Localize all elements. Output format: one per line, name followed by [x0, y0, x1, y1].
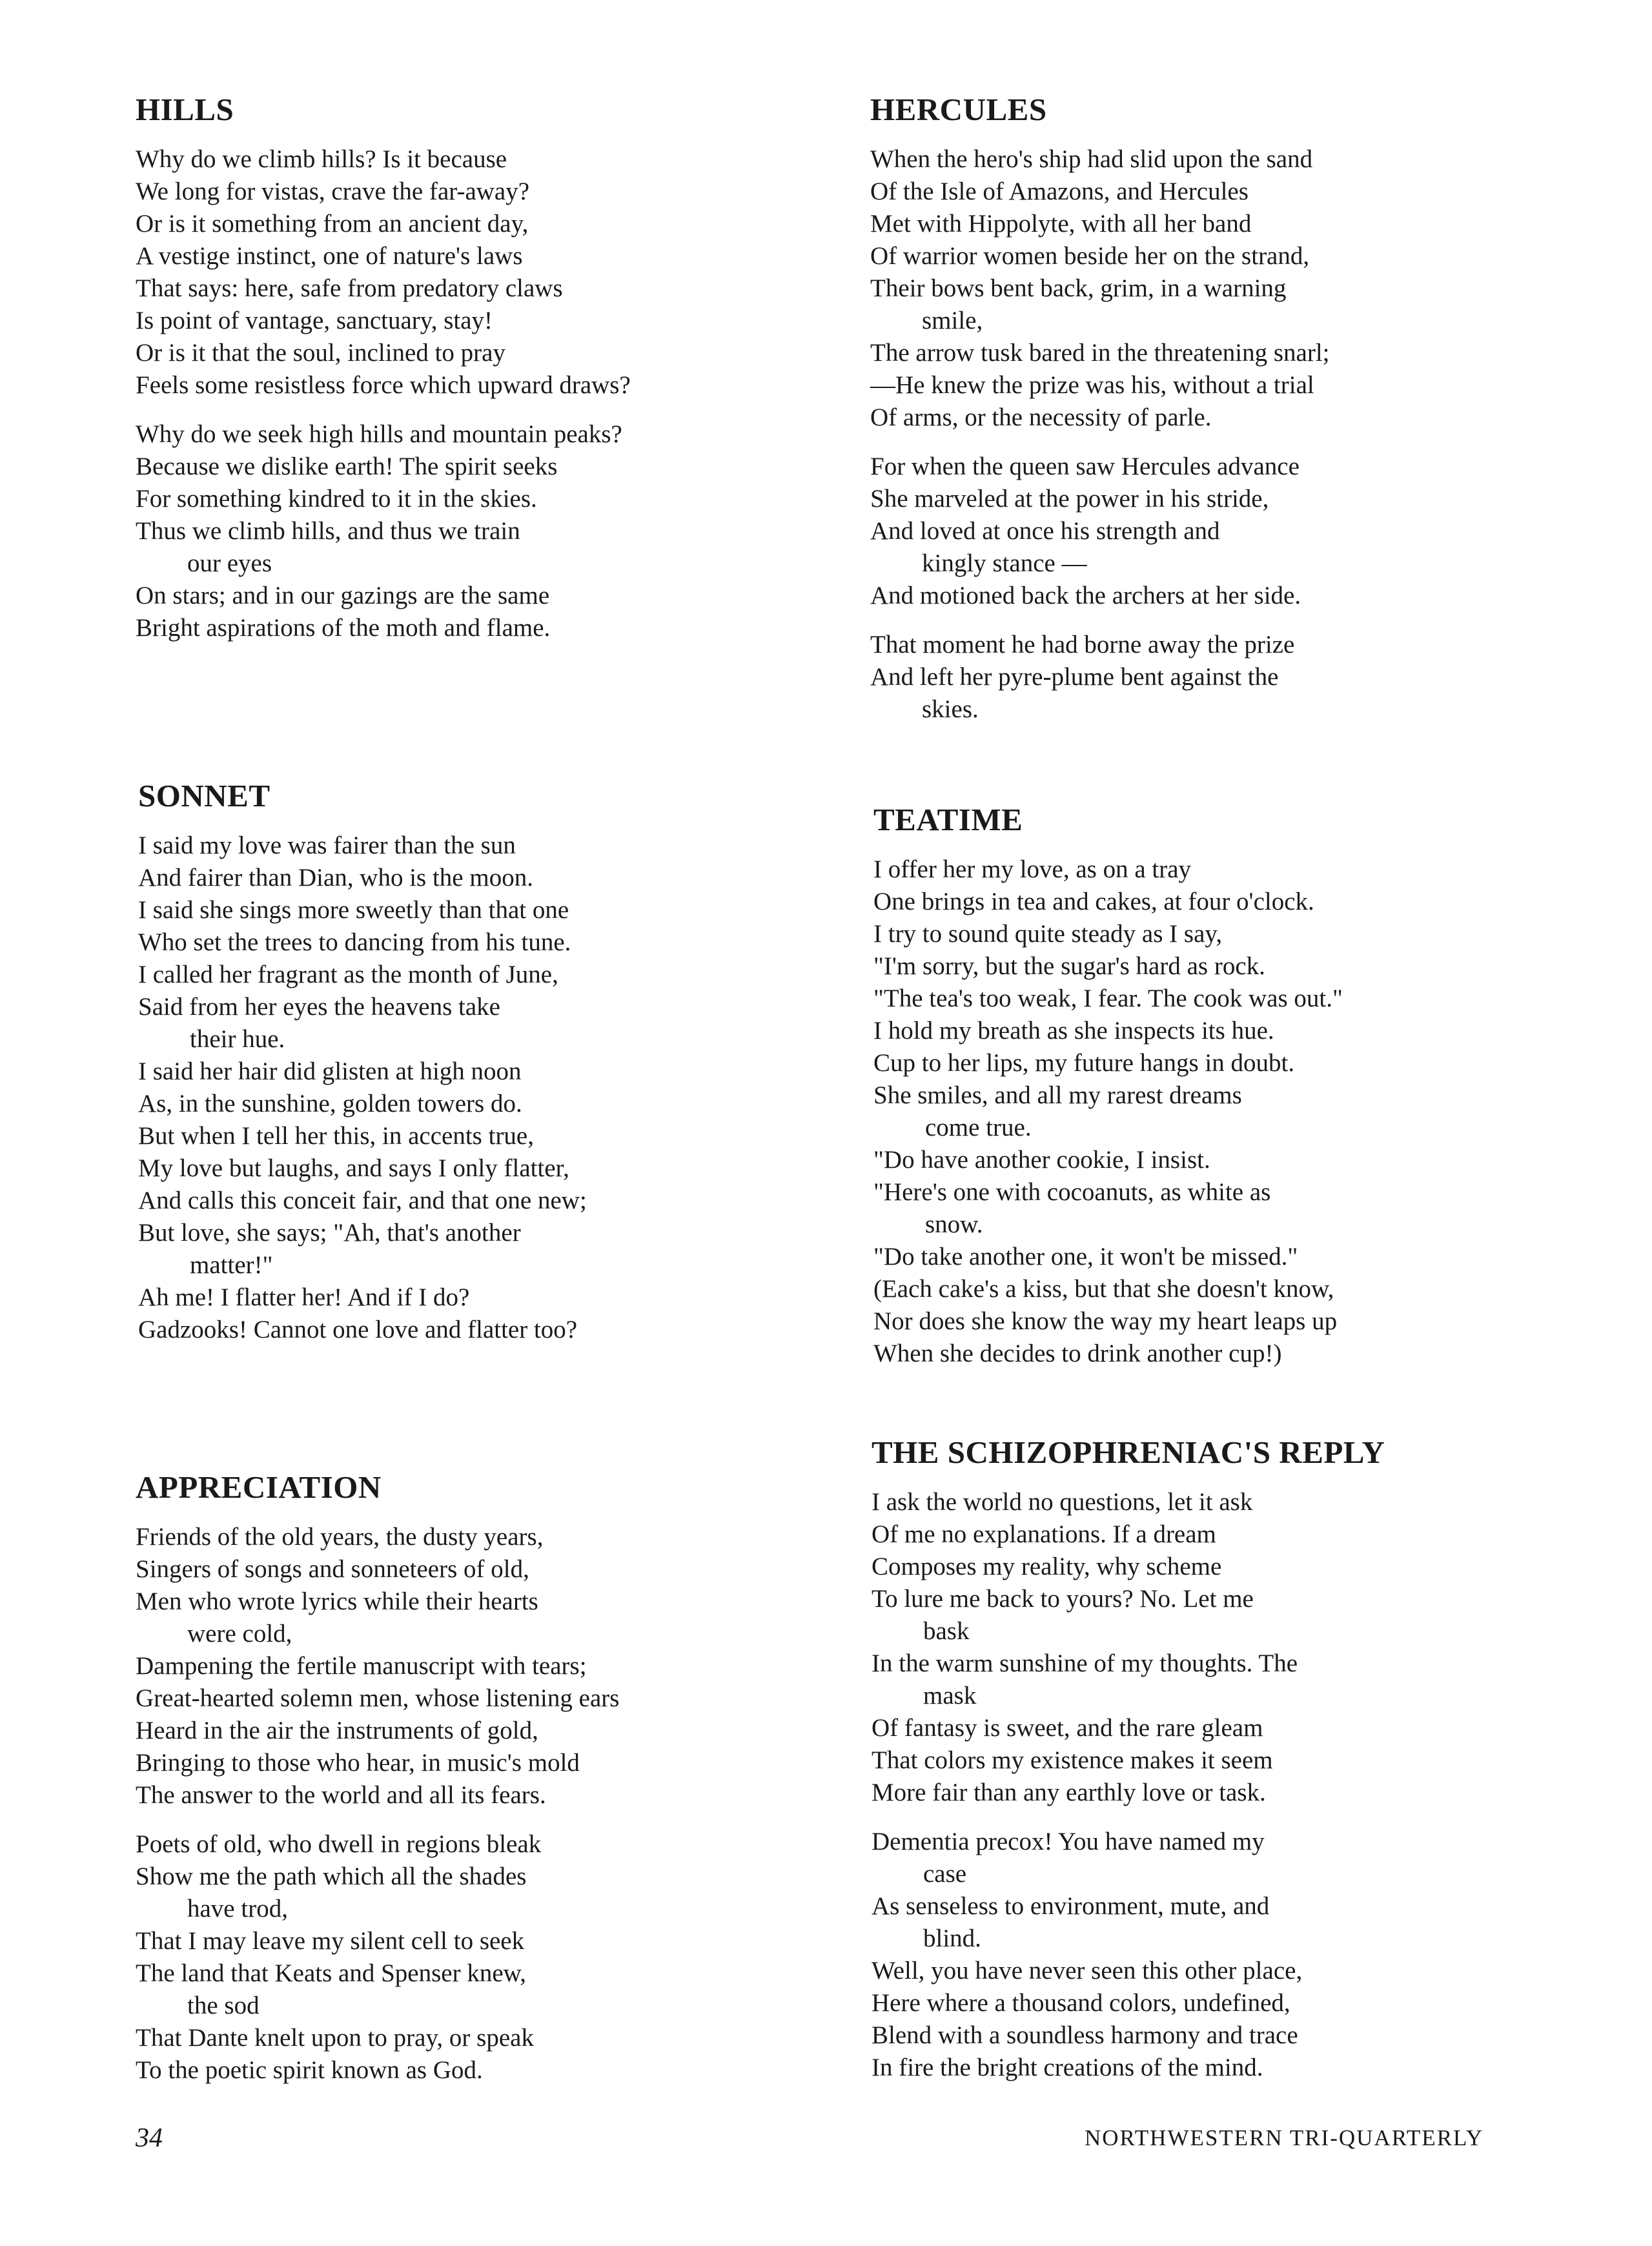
poem-stanza [870, 629, 1330, 726]
poem-stanza [870, 451, 1330, 612]
poem-body [136, 1521, 619, 2087]
poem-line-continuation: kingly stance — [922, 549, 1087, 577]
poem-line-continuation: were cold, [187, 1620, 292, 1648]
poem-line: Cup to her lips, my future hangs in doubt. [873, 1049, 1295, 1077]
poem-line: Of the Isle of Amazons, and Hercules [870, 178, 1249, 205]
poem-line: On stars; and in our gazings are the same [136, 582, 550, 609]
poem-stanza [136, 1828, 619, 2087]
poem-line: Feels some resistless force which upward draws? [136, 371, 631, 399]
poem-line: I called her fragrant as the month of June, [138, 961, 558, 988]
poem-line: (Each cake's a kiss, but that she doesn't know, [873, 1275, 1334, 1303]
poem-stanza [870, 143, 1330, 434]
poem-line: Show me the path which all the shades [136, 1863, 527, 1890]
poem-line: Singers of songs and sonneteers of old, [136, 1555, 529, 1583]
poem-stanza [872, 1826, 1385, 2084]
poem-line: I hold my breath as she inspects its hue. [873, 1017, 1274, 1045]
poem-line: She marveled at the power in his stride, [870, 485, 1269, 513]
poem-line: Gadzooks! Cannot one love and flatter too? [138, 1316, 578, 1343]
poem-line: "Do take another one, it won't be missed." [873, 1243, 1298, 1271]
poem-line-continuation: their hue. [190, 1025, 285, 1053]
poem-line: To lure me back to yours? No. Let me [872, 1585, 1254, 1613]
poem-line: But when I tell her this, in accents true, [138, 1122, 534, 1150]
poem-line: Bright aspirations of the moth and flame. [136, 614, 551, 642]
poem-line: Or is it that the soul, inclined to pray [136, 339, 505, 367]
poem-line: Of warrior women beside her on the strand, [870, 242, 1310, 270]
poem-hercules [870, 90, 1330, 726]
poem-title: HERCULES [870, 92, 1047, 127]
poem-line: When she decides to drink another cup!) [873, 1340, 1282, 1367]
poem-line-continuation: our eyes [187, 549, 272, 577]
poem-line: Ah me! I flatter her! And if I do? [138, 1283, 470, 1311]
poem-line: That I may leave my silent cell to seek [136, 1927, 525, 1955]
poem-line: Because we dislike earth! The spirit seeks [136, 453, 558, 480]
poem-line: Said from her eyes the heavens take [138, 993, 500, 1021]
poem-line: I try to sound quite steady as I say, [873, 920, 1223, 948]
poem-line: We long for vistas, crave the far-away? [136, 178, 530, 205]
poem-line: That moment he had borne away the prize [870, 631, 1295, 658]
poem-line: Who set the trees to dancing from his tune. [138, 928, 571, 956]
poem-line: Is point of vantage, sanctuary, stay! [136, 307, 493, 334]
poem-line: I said my love was fairer than the sun [138, 832, 516, 859]
poem-title: HILLS [136, 92, 234, 127]
poem-line: Men who wrote lyrics while their hearts [136, 1588, 538, 1615]
poem-line: "I'm sorry, but the sugar's hard as rock. [873, 952, 1265, 980]
poem-schizophreniacs-reply [872, 1433, 1385, 2084]
poem-stanza [872, 1486, 1385, 1809]
poem-line: Bringing to those who hear, in music's mold [136, 1749, 580, 1777]
poem-line: Poets of old, who dwell in regions bleak [136, 1830, 542, 1858]
poem-line-continuation: blind. [923, 1924, 981, 1952]
poem-teatime [873, 801, 1343, 1370]
poem-line: The land that Keats and Spenser knew, [136, 1959, 527, 1987]
poem-line: Well, you have never seen this other place, [872, 1957, 1303, 1985]
poem-line: Or is it something from an ancient day, [136, 210, 529, 238]
poem-line: That colors my existence makes it seem [872, 1746, 1273, 1774]
poem-line: "Here's one with cocoanuts, as white as [873, 1178, 1271, 1206]
poem-line: Blend with a soundless harmony and trace [872, 2021, 1298, 2049]
poem-line: That says: here, safe from predatory claws [136, 274, 563, 302]
poem-line: In fire the bright creations of the mind. [872, 2054, 1263, 2081]
poem-line: The arrow tusk bared in the threatening snarl; [870, 339, 1330, 367]
poem-body [138, 830, 587, 1346]
poem-line: As senseless to environment, mute, and [872, 1892, 1270, 1920]
poem-line: To the poetic spirit known as God. [136, 2056, 483, 2084]
poem-stanza [136, 143, 631, 402]
poem-line: One brings in tea and cakes, at four o'clock. [873, 888, 1314, 915]
poem-line: A vestige instinct, one of nature's laws [136, 242, 523, 270]
poem-title: TEATIME [873, 802, 1023, 837]
poem-line: I said she sings more sweetly than that one [138, 896, 569, 924]
poem-line-continuation: snow. [925, 1210, 983, 1238]
poem-line: And left her pyre-plume bent against the [870, 663, 1279, 691]
poem-line: For when the queen saw Hercules advance [870, 453, 1300, 480]
poem-line-continuation: case [923, 1860, 967, 1888]
poem-line: Why do we climb hills? Is it because [136, 145, 507, 173]
poem-line: Dampening the fertile manuscript with tears; [136, 1652, 587, 1680]
poem-body [872, 1486, 1385, 2084]
poem-line: "Do have another cookie, I insist. [873, 1146, 1210, 1174]
poem-line: And fairer than Dian, who is the moon. [138, 864, 533, 892]
poem-line: My love but laughs, and says I only flatter, [138, 1154, 569, 1182]
poem-line-continuation: matter!" [190, 1251, 273, 1279]
poem-line-continuation: smile, [922, 307, 983, 334]
poem-line: Their bows bent back, grim, in a warning [870, 274, 1287, 302]
poem-line: But love, she says; "Ah, that's another [138, 1219, 521, 1247]
poem-stanza [873, 853, 1343, 1370]
poem-stanza [136, 1521, 619, 1812]
poem-appreciation [136, 1468, 619, 2087]
poem-line: "The tea's too weak, I fear. The cook was out." [873, 985, 1343, 1012]
poem-line: The answer to the world and all its fears. [136, 1781, 546, 1809]
poem-line: Met with Hippolyte, with all her band [870, 210, 1252, 238]
poem-line: And motioned back the archers at her side. [870, 582, 1301, 609]
poem-body [873, 853, 1343, 1370]
poem-line: I said her hair did glisten at high noon [138, 1057, 522, 1085]
poem-title: THE SCHIZOPHRENIAC'S REPLY [872, 1434, 1385, 1470]
poem-body [870, 143, 1330, 726]
poem-line: Thus we climb hills, and thus we train [136, 517, 520, 545]
poem-line: More fair than any earthly love or task. [872, 1779, 1266, 1806]
poem-line: That Dante knelt upon to pray, or speak [136, 2024, 534, 2052]
poem-line: Of me no explanations. If a dream [872, 1520, 1216, 1548]
poem-line-continuation: have trod, [187, 1895, 288, 1923]
poem-line: Composes my reality, why scheme [872, 1553, 1222, 1580]
poem-line: She smiles, and all my rarest dreams [873, 1081, 1242, 1109]
poem-line: I ask the world no questions, let it ask [872, 1488, 1253, 1516]
poem-line: Why do we seek high hills and mountain peaks? [136, 420, 622, 448]
page-number: 34 [136, 2123, 163, 2153]
poem-line: And calls this conceit fair, and that one new; [138, 1187, 587, 1214]
poem-stanza [136, 418, 631, 644]
poem-line: And loved at once his strength and [870, 517, 1220, 545]
poem-line: I offer her my love, as on a tray [873, 855, 1192, 883]
poem-line-continuation: mask [923, 1682, 977, 1710]
poem-body [136, 143, 631, 644]
poem-line: Of arms, or the necessity of parle. [870, 403, 1212, 431]
poem-line: Of fantasy is sweet, and the rare gleam [872, 1714, 1263, 1742]
poem-line-continuation: skies. [922, 695, 979, 723]
poem-line: In the warm sunshine of my thoughts. The [872, 1649, 1298, 1677]
poem-line: Nor does she know the way my heart leaps up [873, 1307, 1338, 1335]
poem-line: When the hero's ship had slid upon the sand [870, 145, 1313, 173]
poem-stanza [138, 830, 587, 1346]
poem-line: —He knew the prize was his, without a trial [870, 371, 1314, 399]
poem-line: Heard in the air the instruments of gold, [136, 1717, 538, 1744]
poem-line-continuation: the sod [187, 1992, 260, 2019]
poem-line: Here where a thousand colors, undefined, [872, 1989, 1290, 2017]
poem-line: Friends of the old years, the dusty years, [136, 1523, 544, 1551]
poem-line: Dementia precox! You have named my [872, 1828, 1265, 1855]
poem-sonnet [138, 777, 587, 1346]
poem-line: As, in the sunshine, golden towers do. [138, 1090, 522, 1118]
poem-line-continuation: bask [923, 1617, 970, 1645]
poem-line: For something kindred to it in the skies. [136, 485, 537, 513]
poem-hills [136, 90, 631, 644]
poem-title: SONNET [138, 778, 270, 813]
poem-line: Great-hearted solemn men, whose listening ears [136, 1684, 620, 1712]
poem-line-continuation: come true. [925, 1114, 1032, 1141]
poem-title: APPRECIATION [136, 1469, 382, 1505]
publication-name: NORTHWESTERN TRI-QUARTERLY [1085, 2125, 1484, 2150]
